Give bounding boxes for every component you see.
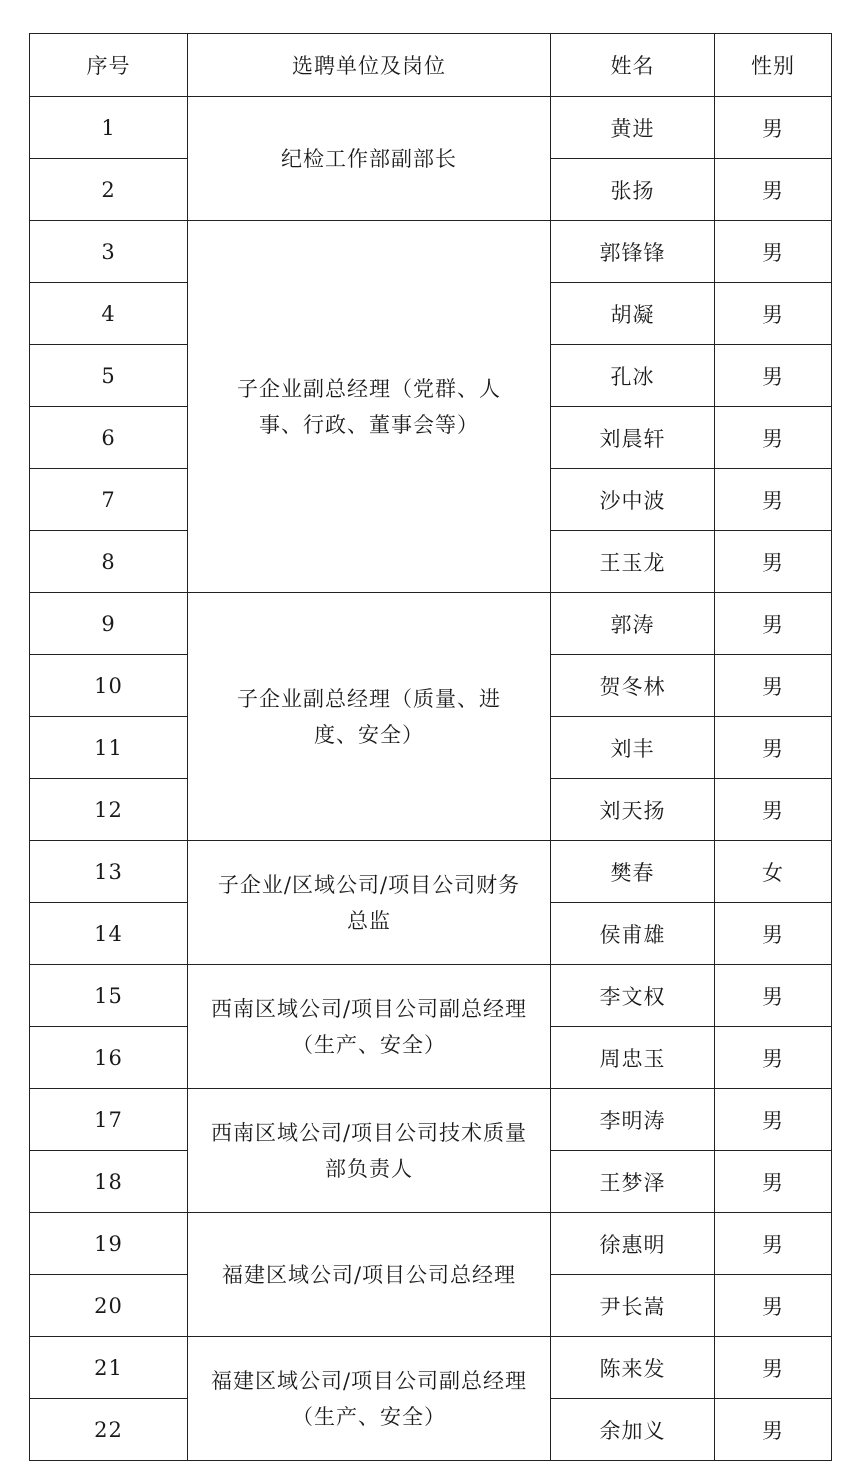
cell-name: 贺冬林 [551, 655, 715, 717]
cell-gender: 男 [715, 1151, 832, 1213]
cell-name: 周忠玉 [551, 1027, 715, 1089]
cell-no: 12 [30, 779, 188, 841]
header-name: 姓名 [551, 34, 715, 97]
cell-no: 9 [30, 593, 188, 655]
cell-position [188, 1213, 551, 1337]
cell-name: 黄进 [551, 97, 715, 159]
cell-gender: 男 [715, 159, 832, 221]
cell-position [188, 841, 551, 965]
cell-no: 18 [30, 1151, 188, 1213]
cell-gender: 男 [715, 1399, 832, 1461]
cell-no: 22 [30, 1399, 188, 1461]
position-text: 纪检工作部副部长 [281, 146, 457, 171]
cell-gender: 男 [715, 903, 832, 965]
cell-no: 8 [30, 531, 188, 593]
cell-no: 4 [30, 283, 188, 345]
cell-name: 余加义 [551, 1399, 715, 1461]
cell-name: 陈来发 [551, 1337, 715, 1399]
table-row [30, 1089, 832, 1151]
cell-no: 15 [30, 965, 188, 1027]
cell-gender: 男 [715, 1027, 832, 1089]
cell-name: 孔冰 [551, 345, 715, 407]
cell-position [188, 1089, 551, 1213]
cell-gender: 男 [715, 1275, 832, 1337]
table-row [30, 593, 832, 655]
position-text: 子企业副总经理（质量、进度、安全） [237, 686, 501, 747]
cell-gender: 男 [715, 407, 832, 469]
cell-position [188, 1337, 551, 1461]
cell-no: 19 [30, 1213, 188, 1275]
cell-position [188, 97, 551, 221]
cell-gender: 男 [715, 345, 832, 407]
table-row [30, 965, 832, 1027]
cell-no: 1 [30, 97, 188, 159]
cell-no: 10 [30, 655, 188, 717]
table-row [30, 841, 832, 903]
cell-gender: 男 [715, 469, 832, 531]
header-no: 序号 [30, 34, 188, 97]
cell-gender: 男 [715, 1089, 832, 1151]
cell-name: 侯甫雄 [551, 903, 715, 965]
header-row [30, 34, 832, 97]
cell-no: 13 [30, 841, 188, 903]
header-gender: 性别 [715, 34, 832, 97]
position-text: 子企业副总经理（党群、人事、行政、董事会等） [237, 376, 501, 437]
cell-gender: 男 [715, 779, 832, 841]
cell-no: 6 [30, 407, 188, 469]
cell-no: 7 [30, 469, 188, 531]
table-header [30, 34, 832, 97]
position-text: 福建区域公司/项目公司副总经理（生产、安全） [210, 1368, 528, 1429]
cell-gender: 男 [715, 283, 832, 345]
cell-no: 2 [30, 159, 188, 221]
cell-no: 5 [30, 345, 188, 407]
cell-position [188, 221, 551, 593]
table-row [30, 1337, 832, 1399]
cell-name: 刘天扬 [551, 779, 715, 841]
cell-name: 刘丰 [551, 717, 715, 779]
cell-position [188, 593, 551, 841]
table-row [30, 1213, 832, 1275]
cell-name: 张扬 [551, 159, 715, 221]
cell-gender: 男 [715, 965, 832, 1027]
table-row [30, 221, 832, 283]
cell-gender: 女 [715, 841, 832, 903]
cell-gender: 男 [715, 1213, 832, 1275]
table-row [30, 97, 832, 159]
cell-no: 3 [30, 221, 188, 283]
cell-name: 郭涛 [551, 593, 715, 655]
position-text: 子企业/区域公司/项目公司财务总监 [217, 872, 521, 933]
cell-name: 樊春 [551, 841, 715, 903]
cell-gender: 男 [715, 655, 832, 717]
cell-no: 20 [30, 1275, 188, 1337]
cell-name: 李文权 [551, 965, 715, 1027]
cell-name: 郭锋锋 [551, 221, 715, 283]
cell-name: 王梦泽 [551, 1151, 715, 1213]
cell-gender: 男 [715, 531, 832, 593]
cell-no: 17 [30, 1089, 188, 1151]
cell-name: 尹长嵩 [551, 1275, 715, 1337]
cell-gender: 男 [715, 97, 832, 159]
position-text: 福建区域公司/项目公司总经理 [221, 1262, 517, 1287]
header-position: 选聘单位及岗位 [188, 34, 551, 97]
cell-gender: 男 [715, 221, 832, 283]
table-body [30, 97, 832, 1461]
cell-name: 徐惠明 [551, 1213, 715, 1275]
position-text: 西南区域公司/项目公司副总经理（生产、安全） [210, 996, 528, 1057]
cell-name: 沙中波 [551, 469, 715, 531]
cell-no: 16 [30, 1027, 188, 1089]
cell-gender: 男 [715, 1337, 832, 1399]
position-text: 西南区域公司/项目公司技术质量部负责人 [210, 1120, 528, 1181]
cell-name: 胡凝 [551, 283, 715, 345]
cell-name: 刘晨轩 [551, 407, 715, 469]
cell-gender: 男 [715, 717, 832, 779]
cell-no: 11 [30, 717, 188, 779]
cell-name: 李明涛 [551, 1089, 715, 1151]
cell-name: 王玉龙 [551, 531, 715, 593]
candidate-table [29, 33, 832, 1461]
cell-gender: 男 [715, 593, 832, 655]
cell-position [188, 965, 551, 1089]
cell-no: 21 [30, 1337, 188, 1399]
cell-no: 14 [30, 903, 188, 965]
